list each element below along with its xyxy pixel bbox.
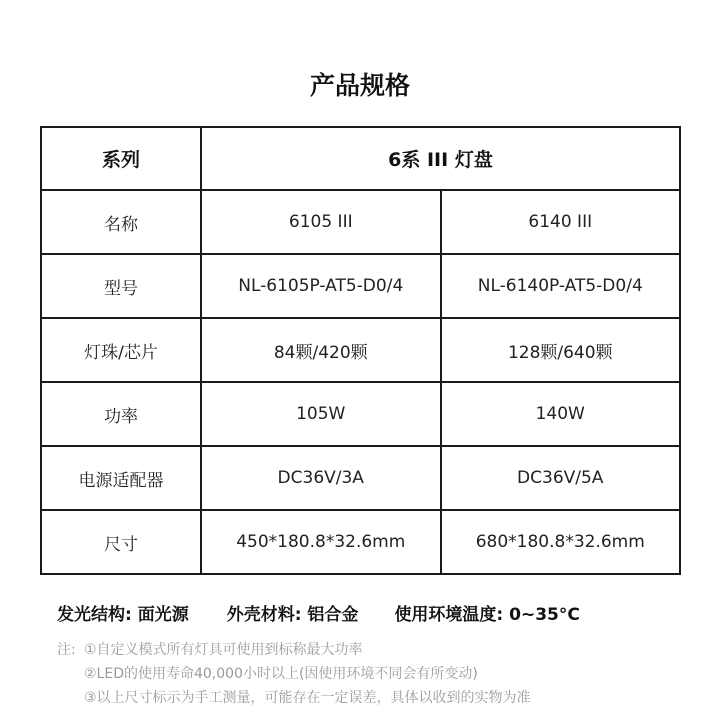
cell-model-a: 6105 III (201, 190, 441, 254)
cell-model-a: NL-6105P-AT5-D0/4 (201, 254, 441, 318)
cell-model-a: 84颗/420颗 (201, 318, 441, 382)
note-line (57, 638, 531, 662)
cell-model-a: 450*180.8*32.6mm (201, 510, 441, 574)
row-label: 功率 (41, 382, 201, 446)
cell-model-b: 128颗/640颗 (441, 318, 681, 382)
table-row (41, 382, 680, 446)
feature-light-structure: 发光结构: 面光源 (57, 605, 189, 625)
table-header-row (41, 127, 680, 190)
note-text: ①自定义模式所有灯具可使用到标称最大功率 (84, 642, 363, 658)
cell-model-a: DC36V/3A (201, 446, 441, 510)
notes-block (57, 638, 531, 710)
header-label: 系列 (41, 127, 201, 190)
row-label: 型号 (41, 254, 201, 318)
note-text: ②LED的使用寿命40,000小时以上(因使用环境不同会有所变动) (84, 666, 478, 682)
spec-table (40, 126, 681, 575)
page-title: 产品规格 (309, 71, 410, 100)
table-row (41, 318, 680, 382)
feature-housing-material: 外壳材料: 铝合金 (226, 605, 359, 625)
row-label: 尺寸 (41, 510, 201, 574)
feature-line (57, 600, 580, 625)
table-row (41, 190, 680, 254)
cell-model-a: 105W (201, 382, 441, 446)
cell-model-b: 140W (441, 382, 681, 446)
note-line (57, 662, 531, 686)
note-line (57, 686, 531, 710)
table-row (41, 446, 680, 510)
table-row (41, 510, 680, 574)
cell-model-b: DC36V/5A (441, 446, 681, 510)
cell-model-b: 680*180.8*32.6mm (441, 510, 681, 574)
row-label: 灯珠/芯片 (41, 318, 201, 382)
note-text: ③以上尺寸标示为手工测量，可能存在一定误差，具体以收到的实物为准 (84, 690, 531, 706)
header-series-value: 6系 III 灯盘 (201, 127, 680, 190)
row-label: 名称 (41, 190, 201, 254)
cell-model-b: 6140 III (441, 190, 681, 254)
cell-model-b: NL-6140P-AT5-D0/4 (441, 254, 681, 318)
row-label: 电源适配器 (41, 446, 201, 510)
table-row (41, 254, 680, 318)
notes-prefix: 注: (57, 642, 76, 658)
feature-operating-temperature: 使用环境温度: 0~35°C (394, 605, 580, 625)
